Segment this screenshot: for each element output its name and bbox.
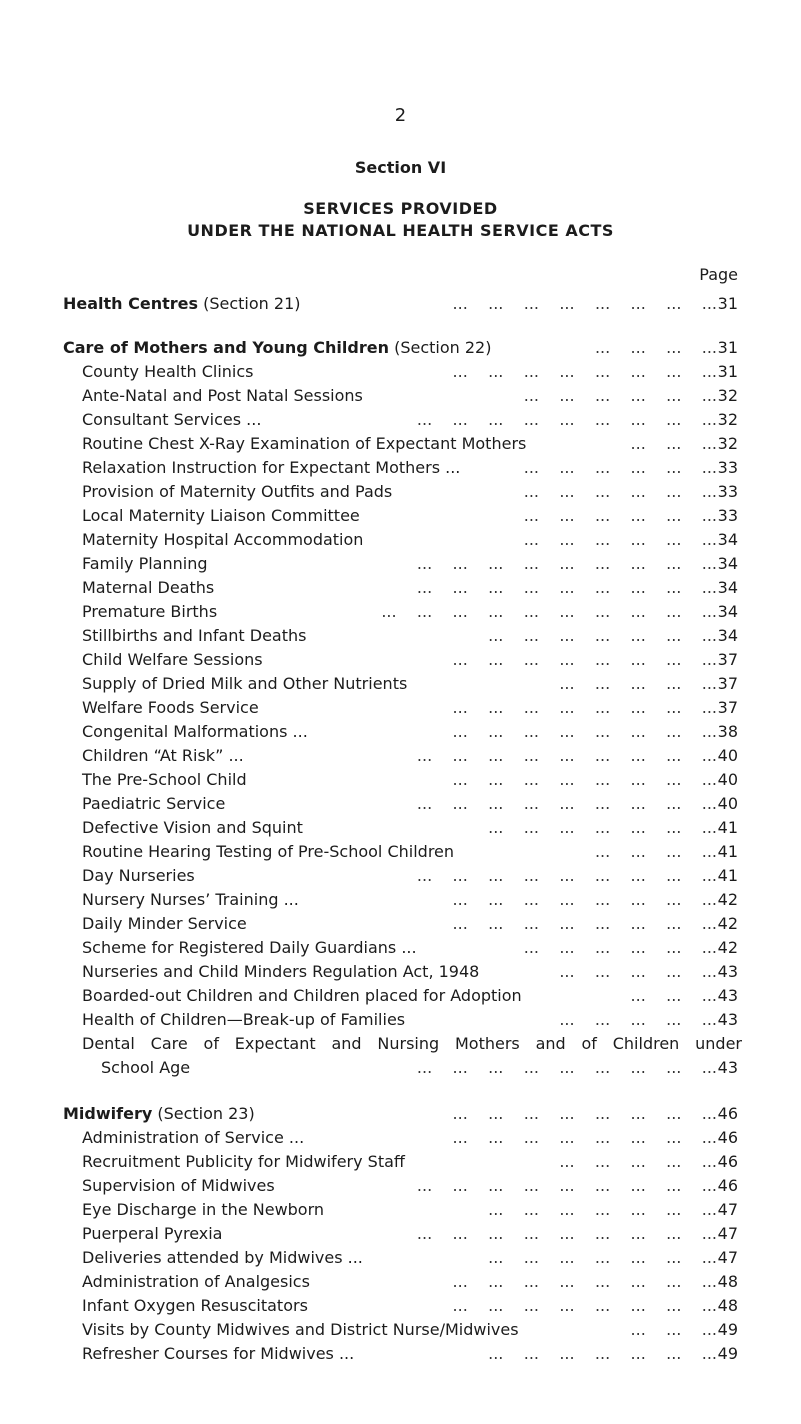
toc-entry bbox=[0, 1152, 801, 1176]
toc-entry bbox=[0, 1010, 801, 1034]
toc-entry-page: 46 bbox=[717, 1128, 738, 1147]
dot-leader: ... ... ... ... ... ... ... bbox=[488, 1200, 717, 1219]
toc-entry bbox=[0, 554, 801, 578]
dot-leader: ... ... ... ... bbox=[594, 338, 717, 357]
toc-entry-bold: Health Centres bbox=[63, 294, 199, 313]
toc-entry-text: Scheme for Registered Daily Guardians ... bbox=[82, 938, 417, 957]
dot-leader: ... ... ... ... ... ... ... ... ... bbox=[416, 410, 717, 429]
toc-entry-text: County Health Clinics bbox=[82, 362, 254, 381]
toc-entry-text: Children “At Risk” ... bbox=[82, 746, 244, 765]
toc-entry-text: Daily Minder Service bbox=[82, 914, 247, 933]
toc-entry-text: Routine Chest X-Ray Examination of Expectant Mothers bbox=[82, 434, 527, 453]
toc-entry-text: Maternal Deaths bbox=[82, 578, 215, 597]
toc-entry bbox=[0, 506, 801, 530]
toc-entry bbox=[0, 1128, 801, 1152]
toc-entry-page: 38 bbox=[717, 722, 738, 741]
toc-entry bbox=[0, 1224, 801, 1248]
toc-entry-text: Maternity Hospital Accommodation bbox=[82, 530, 364, 549]
toc-entry-page: 43 bbox=[717, 962, 738, 981]
toc-entry-page: 41 bbox=[717, 842, 738, 861]
toc-entry-page: 40 bbox=[717, 794, 738, 813]
toc-entry-page: 32 bbox=[717, 410, 738, 429]
dot-leader: ... ... ... ... ... ... ... ... ... ... bbox=[381, 602, 717, 621]
toc-entry-text: Defective Vision and Squint bbox=[82, 818, 303, 837]
toc-entry bbox=[0, 842, 801, 866]
toc-entry bbox=[0, 1296, 801, 1320]
toc-entry-text: Congenital Malformations ... bbox=[82, 722, 308, 741]
toc-entry-text: Puerperal Pyrexia bbox=[82, 1224, 223, 1243]
toc-entry-text: Nursery Nurses’ Training ... bbox=[82, 890, 299, 909]
dot-leader: ... ... ... ... ... ... ... bbox=[488, 1344, 717, 1363]
toc-entry-text: Supply of Dried Milk and Other Nutrients bbox=[82, 674, 408, 693]
toc-entry-page: 31 bbox=[717, 338, 738, 357]
toc-entry-page: 43 bbox=[717, 1058, 738, 1077]
dot-leader: ... ... ... ... ... ... ... ... ... bbox=[416, 1058, 717, 1077]
toc-entry bbox=[0, 602, 801, 626]
toc-entry bbox=[0, 674, 801, 698]
dot-leader: ... ... ... ... ... ... ... ... ... bbox=[416, 866, 717, 885]
dot-leader: ... ... ... ... ... ... ... ... bbox=[452, 362, 717, 381]
toc-entry bbox=[0, 650, 801, 674]
toc-entry-page: 48 bbox=[717, 1296, 738, 1315]
dot-leader: ... ... ... ... ... ... bbox=[523, 458, 717, 477]
toc-entry-page: 48 bbox=[717, 1272, 738, 1291]
toc-entry-text: Deliveries attended by Midwives ... bbox=[82, 1248, 363, 1267]
toc-entry-page: 43 bbox=[717, 1010, 738, 1029]
dot-leader: ... ... ... ... ... ... ... ... ... bbox=[416, 794, 717, 813]
toc-entry-bold: Midwifery bbox=[63, 1104, 153, 1123]
toc-entry bbox=[0, 530, 801, 554]
toc-entry bbox=[0, 986, 801, 1010]
dot-leader: ... ... ... ... ... ... ... ... bbox=[452, 914, 717, 933]
page-column-label: Page bbox=[699, 265, 738, 284]
dot-leader: ... ... ... ... ... bbox=[559, 1010, 717, 1029]
toc-entry bbox=[0, 386, 801, 410]
dot-leader: ... ... ... ... ... ... bbox=[523, 386, 717, 405]
toc-entry bbox=[0, 890, 801, 914]
dot-leader: ... ... ... ... ... bbox=[559, 674, 717, 693]
toc-entry-page: 34 bbox=[717, 530, 738, 549]
toc-entry bbox=[0, 1058, 801, 1082]
section-title: Section VI bbox=[354, 158, 447, 177]
dot-leader: ... ... ... ... ... ... ... ... bbox=[452, 770, 717, 789]
toc-entry bbox=[0, 794, 801, 818]
toc-entry bbox=[0, 1104, 801, 1128]
toc-entry-text: Premature Births bbox=[82, 602, 218, 621]
toc-entry-text: Ante-Natal and Post Natal Sessions bbox=[82, 386, 363, 405]
toc-entry-page: 47 bbox=[717, 1200, 738, 1219]
dot-leader: ... ... ... ... ... ... ... ... bbox=[452, 890, 717, 909]
toc-entry-text: Stillbirths and Infant Deaths bbox=[82, 626, 307, 645]
toc-entry-text: Local Maternity Liaison Committee bbox=[82, 506, 360, 525]
toc-entry-text: Recruitment Publicity for Midwifery Staff bbox=[82, 1152, 405, 1171]
toc-entry-page: 33 bbox=[717, 482, 738, 501]
toc-entry-text: Nurseries and Child Minders Regulation Act, 1948 bbox=[82, 962, 480, 981]
toc-entry-page: 41 bbox=[717, 866, 738, 885]
dot-leader: ... ... ... ... ... ... ... ... bbox=[452, 1128, 717, 1147]
toc-entry-page: 40 bbox=[717, 770, 738, 789]
dot-leader: ... ... ... ... ... ... ... bbox=[488, 818, 717, 837]
toc-entry bbox=[0, 338, 801, 362]
toc-entry bbox=[0, 482, 801, 506]
heading-line-2: UNDER THE NATIONAL HEALTH SERVICE ACTS bbox=[187, 221, 614, 240]
toc-entry-label bbox=[63, 1104, 255, 1123]
toc-entry-page: 34 bbox=[717, 626, 738, 645]
dot-leader: ... ... ... ... ... ... ... ... ... bbox=[416, 1224, 717, 1243]
toc-entry-page: 49 bbox=[717, 1320, 738, 1339]
toc-entry-text: Refresher Courses for Midwives ... bbox=[82, 1344, 355, 1363]
toc-entry-page: 41 bbox=[717, 818, 738, 837]
toc-entry-page: 37 bbox=[717, 650, 738, 669]
toc-entry-text: Relaxation Instruction for Expectant Mothers ... bbox=[82, 458, 461, 477]
dot-leader: ... ... ... ... ... bbox=[559, 1152, 717, 1171]
toc-entry-text: Consultant Services ... bbox=[82, 410, 262, 429]
toc-entry-page: 31 bbox=[717, 362, 738, 381]
dot-leader: ... ... ... ... ... ... ... ... bbox=[452, 1104, 717, 1123]
toc-entry bbox=[0, 938, 801, 962]
toc-entry bbox=[0, 818, 801, 842]
toc-entry-page: 33 bbox=[717, 458, 738, 477]
toc-entry-text: Supervision of Midwives bbox=[82, 1176, 275, 1195]
toc-entry-text: Day Nurseries bbox=[82, 866, 195, 885]
toc-entry bbox=[0, 722, 801, 746]
toc-entry-page: 42 bbox=[717, 890, 738, 909]
toc-entry-page: 46 bbox=[717, 1176, 738, 1195]
dot-leader: ... ... ... ... ... ... ... ... ... bbox=[416, 578, 717, 597]
dot-leader: ... ... ... ... ... ... ... ... ... bbox=[416, 1176, 717, 1195]
toc-entry-text: School Age bbox=[101, 1058, 191, 1077]
toc-entry bbox=[0, 458, 801, 482]
toc-entry-page: 46 bbox=[717, 1104, 738, 1123]
dot-leader: ... ... ... ... ... ... ... bbox=[488, 626, 717, 645]
dot-leader: ... ... ... bbox=[630, 434, 717, 453]
toc-entry bbox=[0, 914, 801, 938]
toc-entry-page: 42 bbox=[717, 914, 738, 933]
toc-entry-page: 32 bbox=[717, 386, 738, 405]
toc-entry bbox=[0, 626, 801, 650]
dot-leader: ... ... ... ... ... ... ... ... bbox=[452, 1296, 717, 1315]
dot-leader: ... ... ... ... ... ... bbox=[523, 938, 717, 957]
page-number: 2 bbox=[394, 105, 407, 126]
toc-entry-text: Routine Hearing Testing of Pre-School Children bbox=[82, 842, 455, 861]
heading-line-1: SERVICES PROVIDED bbox=[303, 199, 498, 218]
toc-entry bbox=[0, 1344, 801, 1368]
toc-entry bbox=[0, 362, 801, 386]
toc-entry-page: 31 bbox=[717, 294, 738, 313]
toc-entry bbox=[0, 294, 801, 318]
toc-entry-text: (Section 21) bbox=[198, 294, 301, 313]
toc-entry bbox=[0, 434, 801, 458]
toc-entry-page: 47 bbox=[717, 1224, 738, 1243]
toc-entry-page: 32 bbox=[717, 434, 738, 453]
toc-entry bbox=[0, 1272, 801, 1296]
toc-entry-text: Administration of Analgesics bbox=[82, 1272, 310, 1291]
dot-leader: ... ... ... ... ... ... ... ... bbox=[452, 698, 717, 717]
toc-entry bbox=[0, 578, 801, 602]
dot-leader: ... ... ... ... ... ... ... ... bbox=[452, 294, 717, 313]
toc-entry-text: Eye Discharge in the Newborn bbox=[82, 1200, 325, 1219]
toc-entry bbox=[0, 746, 801, 770]
toc-entry-text: Visits by County Midwives and District Nurse/Midwives bbox=[82, 1320, 519, 1339]
toc-entry-text: (Section 22) bbox=[388, 338, 492, 357]
toc-entry-page: 43 bbox=[717, 986, 738, 1005]
toc-entry-text: Dental Care of Expectant and Nursing Mothers and of Children under bbox=[82, 1034, 742, 1053]
toc-entry-text: Child Welfare Sessions bbox=[82, 650, 263, 669]
toc-entry-page: 46 bbox=[717, 1152, 738, 1171]
toc-entry-page: 49 bbox=[717, 1344, 738, 1363]
dot-leader: ... ... ... ... ... ... ... ... ... bbox=[416, 746, 717, 765]
toc-entry bbox=[0, 866, 801, 890]
toc-entry-text: Welfare Foods Service bbox=[82, 698, 259, 717]
dot-leader: ... ... ... ... ... ... bbox=[523, 506, 717, 525]
toc-entry-text: Boarded-out Children and Children placed for Adoption bbox=[82, 986, 522, 1005]
dot-leader: ... ... ... bbox=[630, 986, 717, 1005]
dot-leader: ... ... ... ... ... ... bbox=[523, 482, 717, 501]
toc-entry-text: Paediatric Service bbox=[82, 794, 226, 813]
dot-leader: ... ... ... bbox=[630, 1320, 717, 1339]
toc-entry-page: 34 bbox=[717, 578, 738, 597]
dot-leader: ... ... ... ... ... ... ... bbox=[488, 1248, 717, 1267]
toc-entry-bold: Care of Mothers and Young Children bbox=[63, 338, 389, 357]
toc-entry-page: 47 bbox=[717, 1248, 738, 1267]
toc-entry-text: Administration of Service ... bbox=[82, 1128, 305, 1147]
toc-entry-text: The Pre-School Child bbox=[82, 770, 247, 789]
dot-leader: ... ... ... ... ... ... ... ... bbox=[452, 650, 717, 669]
toc-entry-text: Provision of Maternity Outfits and Pads bbox=[82, 482, 393, 501]
dot-leader: ... ... ... ... ... ... ... ... bbox=[452, 1272, 717, 1291]
dot-leader: ... ... ... ... ... bbox=[559, 962, 717, 981]
toc-entry bbox=[0, 1200, 801, 1224]
dot-leader: ... ... ... ... ... ... bbox=[523, 530, 717, 549]
dot-leader: ... ... ... ... ... ... ... ... bbox=[452, 722, 717, 741]
toc-entry-page: 33 bbox=[717, 506, 738, 525]
toc-entry bbox=[0, 1320, 801, 1344]
toc-entry-text: (Section 23) bbox=[152, 1104, 255, 1123]
toc-entry bbox=[0, 1176, 801, 1200]
toc-entry bbox=[0, 962, 801, 986]
toc-entry-page: 34 bbox=[717, 554, 738, 573]
toc-entry-page: 37 bbox=[717, 674, 738, 693]
toc-entry bbox=[0, 698, 801, 722]
toc-entry bbox=[0, 1248, 801, 1272]
toc-entry-text: Health of Children—Break-up of Families bbox=[82, 1010, 406, 1029]
toc-entry bbox=[0, 410, 801, 434]
toc-entry-text: Infant Oxygen Resuscitators bbox=[82, 1296, 308, 1315]
toc-entry-text: Family Planning bbox=[82, 554, 208, 573]
toc-entry-page: 34 bbox=[717, 602, 738, 621]
toc-entry-label bbox=[63, 338, 491, 357]
toc-entry bbox=[0, 770, 801, 794]
dot-leader: ... ... ... ... ... ... ... ... ... bbox=[416, 554, 717, 573]
toc-entry-page: 40 bbox=[717, 746, 738, 765]
toc-entry-page: 37 bbox=[717, 698, 738, 717]
dot-leader: ... ... ... ... bbox=[594, 842, 717, 861]
toc-entry-page: 42 bbox=[717, 938, 738, 957]
toc-entry-label bbox=[63, 294, 301, 313]
